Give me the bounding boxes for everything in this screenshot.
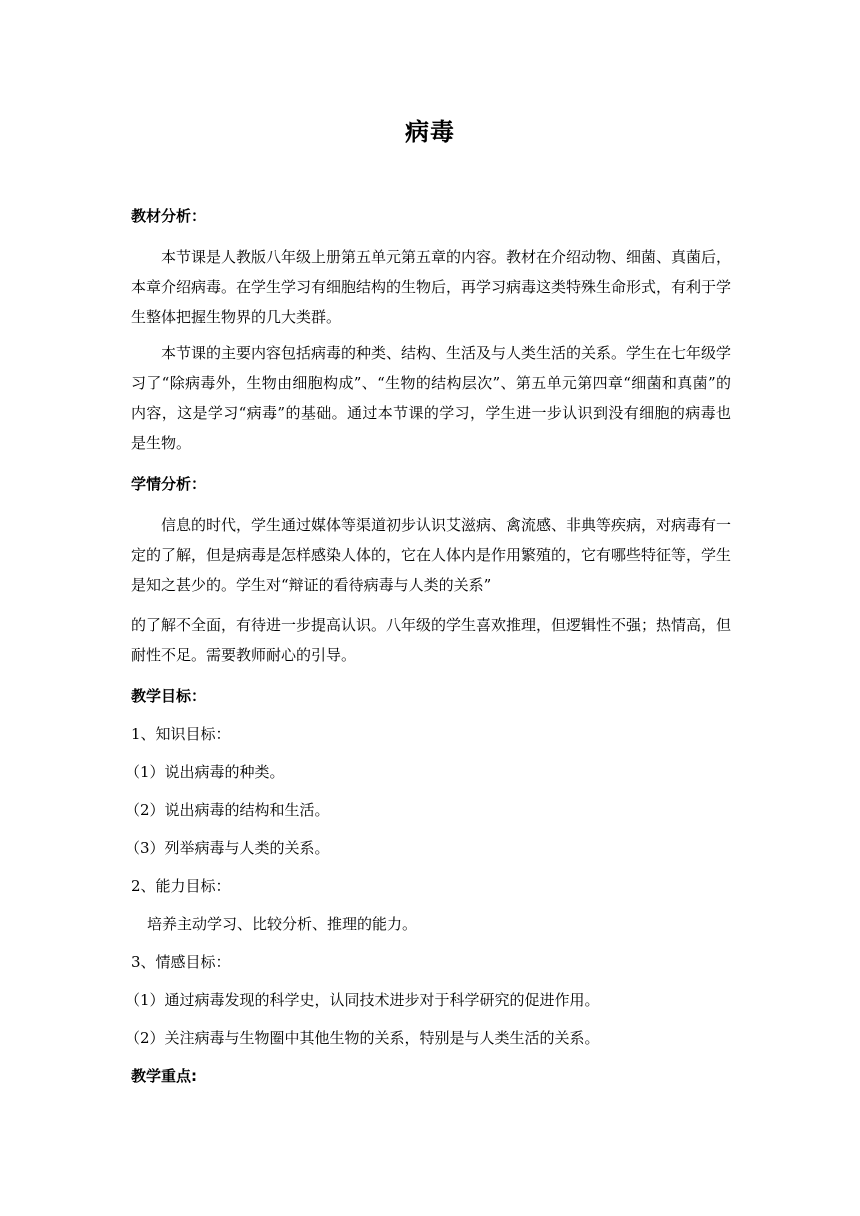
paragraph: 信息的时代，学生通过媒体等渠道初步认识艾滋病、禽流感、非典等疾病，对病毒有一定的了解，但是病毒是怎样感染人体的，它在人体内是作用繁殖的，它有哪些特征等，学生是知之甚少的。学生对“辩证的看待病毒与人类的关系”: [131, 516, 732, 594]
section-heading-learner-analysis: 学情分析：: [131, 475, 207, 493]
section-heading-key-points: 教学重点:: [131, 1067, 197, 1085]
ability-goals-label: 2、能力目标：: [131, 877, 231, 895]
emotion-goals-label: 3、情感目标：: [131, 953, 231, 971]
ability-goal-text: 培养主动学习、比较分析、推理的能力。: [147, 915, 418, 933]
knowledge-goal-item: （2）说出病毒的结构和生活。: [125, 801, 330, 819]
paragraph: 本节课是人教版八年级上册第五单元第五章的内容。教材在介绍动物、细菌、真菌后，本章介绍病毒。在学生学习有细胞结构的生物后，再学习病毒这类特殊生命形式，有利于学生整体把握生物界的几大类群。: [131, 248, 732, 326]
section-heading-textbook-analysis: 教材分析：: [131, 207, 207, 225]
paragraph: 的了解不全面，有待进一步提高认识。八年级的学生喜欢推理，但逻辑性不强；热情高，但耐性不足。需要教师耐心的引导。: [131, 616, 732, 664]
paragraph: 本节课的主要内容包括病毒的种类、结构、生活及与人类生活的关系。学生在七年级学习了“除病毒外，生物由细胞构成”、“生物的结构层次”、第五单元第四章“细菌和真菌”的内容，这是学习“病毒”的基础。通过本节课的学习，学生进一步认识到没有细胞的病毒也是生物。: [131, 344, 732, 452]
emotion-goal-item: （1）通过病毒发现的科学史，认同技术进步对于科学研究的促进作用。: [125, 991, 600, 1009]
knowledge-goal-item: （3）列举病毒与人类的关系。: [125, 839, 330, 857]
knowledge-goals-label: 1、知识目标：: [131, 725, 231, 743]
knowledge-goal-item: （1）说出病毒的种类。: [125, 763, 285, 781]
section-heading-teaching-goals: 教学目标：: [131, 687, 207, 705]
document-body: [125, 204, 732, 1102]
emotion-goal-item: （2）关注病毒与生物圈中其他生物的关系，特别是与人类生活的关系。: [125, 1029, 600, 1047]
document-title: 病毒: [405, 117, 455, 146]
